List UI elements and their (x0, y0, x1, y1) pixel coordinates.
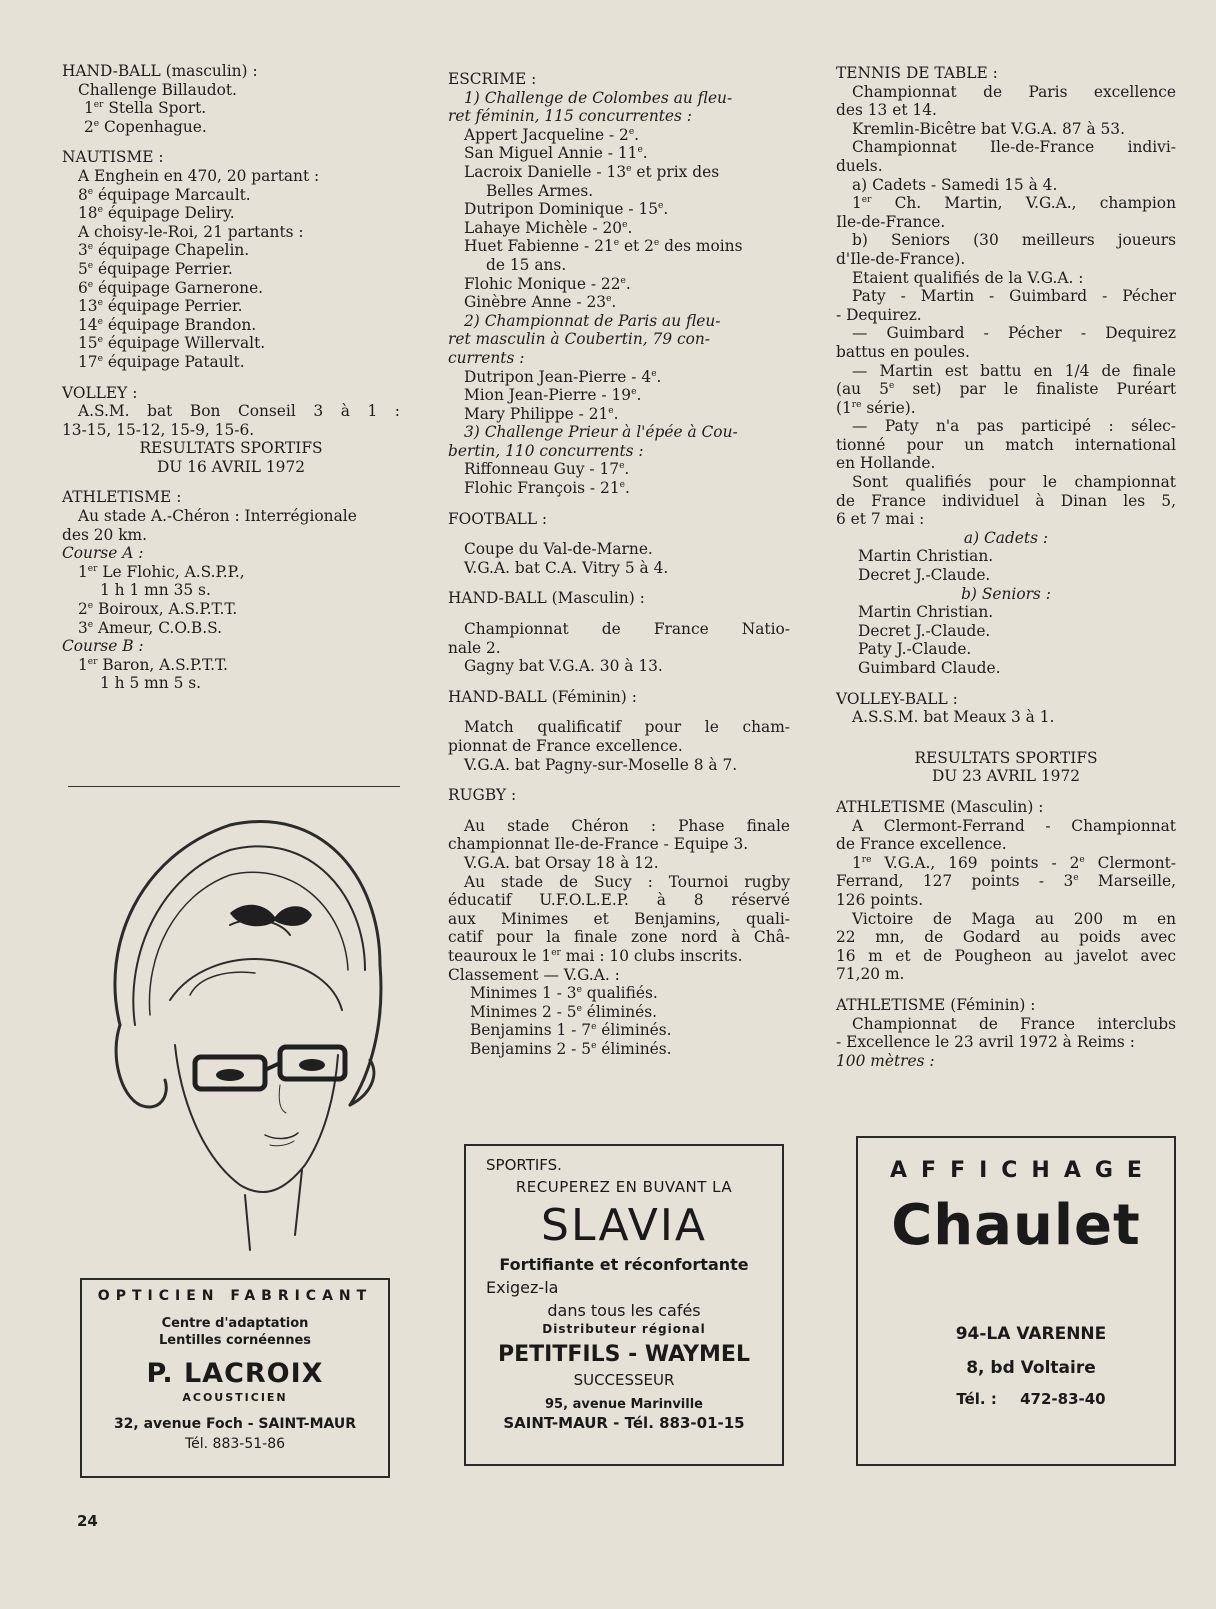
ad-lacroix-line1: OPTICIEN FABRICANT (97, 1288, 373, 1304)
col3-line: ATHLETISME (Féminin) : (836, 995, 1036, 1014)
col2-line (448, 805, 790, 817)
col1-line: Course A : (62, 544, 144, 563)
col2-line: ESCRIME : (448, 70, 537, 88)
col2-line: Minimes 2 - 5e éliminés. (470, 1002, 658, 1021)
col1-line: Au stade A.-Chéron : Interrégionale (78, 507, 357, 526)
col2-line: Ginèbre Anne - 23e. (464, 293, 617, 312)
col2-line: aux Minimes et Benjamins, quali- (448, 909, 790, 928)
col2-line: Appert Jacqueline - 2e. (464, 125, 640, 144)
col3-line: — Guimbard - Pécher - Dequirez (852, 324, 1176, 343)
col2-line: Dutripon Dominique - 15e. (464, 200, 669, 219)
col2-line: nale 2. (448, 638, 501, 657)
col2-line: 2) Championnat de Paris au fleu- (464, 311, 721, 330)
col2-line: currents : (448, 348, 525, 367)
col2-line: Benjamins 1 - 7e éliminés. (470, 1021, 672, 1040)
col2-line (448, 577, 790, 589)
ad-lacroix-name: P. LACROIX (146, 1358, 324, 1389)
ad-slavia-line9: SAINT-MAUR - Tél. 883-01-15 (503, 1414, 745, 1432)
col2-line: Dutripon Jean-Pierre - 4e. (464, 367, 662, 386)
col3-line: A.S.S.M. bat Meaux 3 à 1. (852, 708, 1055, 727)
col1-line: 1er Baron, A.S.P.T.T. (78, 655, 228, 674)
col1-line: Challenge Billaudot. (78, 80, 237, 99)
col1-line: 14e équipage Brandon. (78, 315, 257, 334)
ad-lacroix-line2: Centre d'adaptation (161, 1316, 309, 1331)
col2-line: ret masculin à Coubertin, 79 con- (448, 330, 711, 349)
col3-line: d'Ile-de-France). (836, 249, 966, 268)
col2-line: Championnat de France Natio- (464, 620, 790, 639)
ad-slavia-line4: Exigez-la (486, 1278, 559, 1297)
col2-line: RUGBY : (448, 786, 517, 805)
col1-line: A Enghein en 470, 20 partant : (78, 166, 320, 185)
col2-line: HAND-BALL (Masculin) : (448, 589, 645, 608)
col1-line: 13-15, 15-12, 15-9, 15-6. (62, 420, 255, 439)
col2-line: Classement — V.G.A. : (448, 965, 620, 984)
col2-line: Au stade de Sucy : Tournoi rugby (464, 872, 790, 891)
col3-line: battus en poules. (836, 342, 970, 361)
col1-line: 18e équipage Deliry. (78, 204, 235, 223)
col3-line: duels. (836, 156, 883, 175)
col1-line: A.S.M. bat Bon Conseil 3 à 1 : (78, 402, 400, 421)
col3-line: en Hollande. (836, 454, 936, 473)
col3-line (836, 984, 1176, 996)
ad-chaulet-tel-row (858, 1390, 1174, 1408)
ad-slavia-line5: dans tous les cafés (547, 1301, 701, 1320)
col2-line: bertin, 110 concurrents : (448, 441, 644, 460)
col2-line: Belles Armes. (486, 181, 594, 200)
ad-chaulet-tel-label: Tél. : (956, 1390, 997, 1408)
ad-lacroix-tel: Tél. 883-51-86 (184, 1436, 286, 1452)
column-right (836, 64, 1176, 1070)
ad-slavia (464, 1144, 784, 1466)
col1-line: 17e équipage Patault. (78, 352, 245, 371)
col2-line: championnat Ile-de-France - Equipe 3. (448, 835, 749, 854)
col2-line: teauroux le 1er mai : 10 clubs inscrits. (448, 946, 743, 965)
col2-line: Match qualificatif pour le cham- (464, 718, 790, 737)
ad-slavia-dist: PETITFILS - WAYMEL (498, 1342, 750, 1367)
col1-line: 8e équipage Marcault. (78, 185, 251, 204)
col2-line: V.G.A. bat Pagny-sur-Moselle 8 à 7. (464, 755, 738, 774)
col3-line: de France individuel à Dinan les 5, (836, 491, 1176, 510)
col3-line: Victoire de Maga au 200 m en (852, 909, 1176, 928)
col3-line: VOLLEY-BALL : (836, 689, 958, 708)
col1-line: Course B : (62, 637, 144, 656)
ad-lacroix-address: 32, avenue Foch - SAINT-MAUR (113, 1416, 357, 1432)
col3-line: Paty J.-Claude. (858, 640, 972, 659)
col3-line: Etaient qualifiés de la V.G.A. : (852, 268, 1084, 287)
col3-line: TENNIS DE TABLE : (836, 64, 998, 82)
col1-line: 13e équipage Perrier. (78, 297, 243, 316)
col3-line: 100 mètres : (836, 1051, 935, 1070)
col1-line: des 20 km. (62, 525, 148, 544)
col3-line: a) Cadets - Samedi 15 à 4. (852, 175, 1058, 194)
column-middle (448, 70, 790, 1059)
col3-line: 6 et 7 mai : (836, 510, 925, 529)
ad-chaulet-city: 94-LA VARENNE (955, 1324, 1107, 1344)
col2-line (448, 498, 790, 510)
col3-line: A Clermont-Ferrand - Championnat (852, 816, 1176, 835)
col3-line: tionné pour un match international (836, 435, 1176, 454)
ad-chaulet-brand: Chaulet (891, 1193, 1141, 1258)
col1-line: 1 h 1 mn 35 s. (100, 581, 211, 600)
col3-line (836, 678, 1176, 690)
col3-line: Ile-de-France. (836, 212, 946, 231)
col1-line: HAND-BALL (masculin) : (62, 62, 258, 80)
col1-line: 1er Le Flohic, A.S.P.P., (78, 562, 245, 581)
col1-line: 5e équipage Perrier. (78, 259, 233, 278)
col3-line: 1re V.G.A., 169 points - 2e Clermont- (852, 853, 1176, 872)
col3-line: Martin Christian. (858, 547, 994, 566)
col2-line: Mary Philippe - 21e. (464, 404, 619, 423)
col3-line: Kremlin-Bicêtre bat V.G.A. 87 à 53. (852, 119, 1125, 138)
col2-line: Huet Fabienne - 21e et 2e des moins (464, 237, 743, 256)
col3-line: (au 5e set) par le finaliste Puréart (836, 380, 1177, 399)
ad-lacroix-sub: ACOUSTICIEN (182, 1391, 288, 1404)
col3-line: - Dequirez. (836, 305, 922, 324)
col3-line: ATHLETISME (Masculin) : (836, 797, 1044, 816)
col3-line: RESULTATS SPORTIFS (914, 748, 1098, 767)
col2-line: Lacroix Danielle - 13e et prix des (464, 162, 720, 181)
col1-line: DU 16 AVRIL 1972 (156, 457, 306, 476)
col2-line: Flohic Monique - 22e. (464, 274, 631, 293)
col2-line (448, 528, 790, 540)
col3-line: — Martin est battu en 1/4 de finale (852, 361, 1176, 380)
col2-line: Benjamins 2 - 5e éliminés. (470, 1039, 672, 1058)
col3-line: Paty - Martin - Guimbard - Pécher (852, 287, 1176, 306)
ad-slavia-line8: 95, avenue Marinville (545, 1397, 703, 1412)
ad-chaulet-tel: 472-83-40 (1020, 1390, 1106, 1408)
col3-line: 126 points. (836, 890, 924, 909)
ad-slavia-line3: Fortifiante et réconfortante (499, 1255, 749, 1274)
col2-line: San Miguel Annie - 11e. (464, 144, 648, 163)
col2-line: catif pour la finale zone nord à Châ- (448, 928, 790, 947)
col3-line: (1re série). (836, 398, 916, 417)
col1-line: 6e équipage Garnerone. (78, 278, 264, 297)
col1-line: 2e Boiroux, A.S.P.T.T. (78, 600, 238, 619)
col3-line: Ferrand, 127 points - 3e Marseille, (836, 872, 1176, 891)
col2-line: Au stade Chéron : Phase finale (464, 816, 790, 835)
col1-line: 1er Stella Sport. (84, 99, 207, 118)
col1-line (62, 476, 400, 488)
col2-line: Coupe du Val-de-Marne. (464, 540, 653, 559)
column-divider-rule (68, 786, 400, 787)
col2-line: pionnat de France excellence. (448, 737, 683, 755)
col3-line (836, 786, 1176, 798)
col2-line: Lahaye Michèle - 20e. (464, 218, 633, 237)
col3-line: 22 mn, de Godard au poids avec (836, 928, 1176, 947)
col2-line: éducatif U.F.O.L.E.P. à 8 réservé (448, 891, 790, 910)
page-number: 24 (77, 1512, 98, 1530)
col3-line: Championnat de Paris excellence (852, 82, 1176, 101)
col3-line: Championnat de France interclubs (852, 1014, 1176, 1033)
col2-line: HAND-BALL (Féminin) : (448, 687, 637, 706)
col3-line: Sont qualifiés pour le championnat (852, 473, 1176, 492)
col3-line: de France excellence. (836, 835, 1007, 854)
col3-line: a) Cadets : (963, 528, 1049, 547)
col2-line: V.G.A. bat Orsay 18 à 12. (464, 853, 659, 872)
col2-line: Gagny bat V.G.A. 30 à 13. (464, 657, 663, 676)
col2-line (448, 676, 790, 688)
ad-slavia-line7: SUCCESSEUR (573, 1371, 675, 1389)
col3-line: 1er Ch. Martin, V.G.A., champion (852, 194, 1176, 213)
ad-slavia-brand: SLAVIA (541, 1200, 707, 1251)
ad-lacroix (80, 1278, 390, 1478)
col1-line: 15e équipage Willervalt. (78, 334, 266, 353)
col3-line: des 13 et 14. (836, 101, 937, 120)
woman-portrait-illustration (80, 795, 410, 1275)
ad-slavia-line6: Distributeur régional (542, 1322, 706, 1336)
col3-line: — Paty n'a pas participé : sélec- (852, 417, 1176, 436)
col1-line: 2e Copenhague. (84, 117, 207, 136)
col3-line: Decret J.-Claude. (858, 566, 991, 585)
col2-line: Flohic François - 21e. (464, 479, 630, 498)
col2-line: Minimes 1 - 3e qualifiés. (470, 984, 658, 1003)
col3-line: b) Seniors (30 meilleurs joueurs (852, 231, 1176, 250)
col2-line (448, 706, 790, 718)
col2-line: V.G.A. bat C.A. Vitry 5 à 4. (464, 558, 669, 577)
col2-line: 3) Challenge Prieur à l'épée à Cou- (464, 423, 738, 442)
ad-chaulet (856, 1136, 1176, 1466)
ad-chaulet-street: 8, bd Voltaire (966, 1358, 1096, 1378)
col3-line: - Excellence le 23 avril 1972 à Reims : (836, 1033, 1135, 1052)
col2-line: 1) Challenge de Colombes au fleu- (464, 88, 733, 107)
col3-line (836, 727, 1176, 749)
ad-slavia-line1: SPORTIFS. (486, 1156, 562, 1174)
col2-line: FOOTBALL : (448, 509, 548, 528)
col2-line: de 15 ans. (486, 255, 567, 274)
col1-line: 3e Ameur, C.O.B.S. (78, 618, 223, 637)
ad-slavia-line2: RECUPEREZ EN BUVANT LA (515, 1178, 733, 1196)
ad-lacroix-line3: Lentilles cornéennes (158, 1333, 312, 1348)
col1-line (62, 372, 400, 384)
col2-line: ret féminin, 115 concurrentes : (448, 107, 692, 126)
col3-line: Guimbard Claude. (858, 659, 1001, 677)
col2-line (448, 774, 790, 786)
col1-line: 3e équipage Chapelin. (78, 241, 250, 260)
col3-line: b) Seniors : (961, 584, 1051, 603)
column-left (62, 62, 400, 693)
col3-line: Decret J.-Claude. (858, 621, 991, 640)
col1-line: VOLLEY : (62, 383, 138, 402)
col3-line: 16 m et de Pougheon au javelot avec (836, 946, 1176, 965)
col2-line (448, 608, 790, 620)
col1-line (62, 136, 400, 148)
col3-line: Martin Christian. (858, 603, 994, 622)
col3-line: DU 23 AVRIL 1972 (931, 767, 1081, 786)
col1-line: ATHLETISME : (62, 488, 182, 507)
col2-line: Mion Jean-Pierre - 19e. (464, 386, 642, 405)
ad-chaulet-top: AFFICHAGE (890, 1158, 1156, 1183)
col1-line: RESULTATS SPORTIFS (139, 439, 323, 458)
col3-line: Championnat Ile-de-France indivi- (852, 138, 1176, 157)
col1-line: A choisy-le-Roi, 21 partants : (78, 222, 304, 241)
col3-line: 71,20 m. (836, 965, 905, 984)
col1-line: NAUTISME : (62, 148, 164, 167)
col1-line: 1 h 5 mn 5 s. (100, 674, 202, 693)
col2-line: Riffonneau Guy - 17e. (464, 460, 630, 479)
